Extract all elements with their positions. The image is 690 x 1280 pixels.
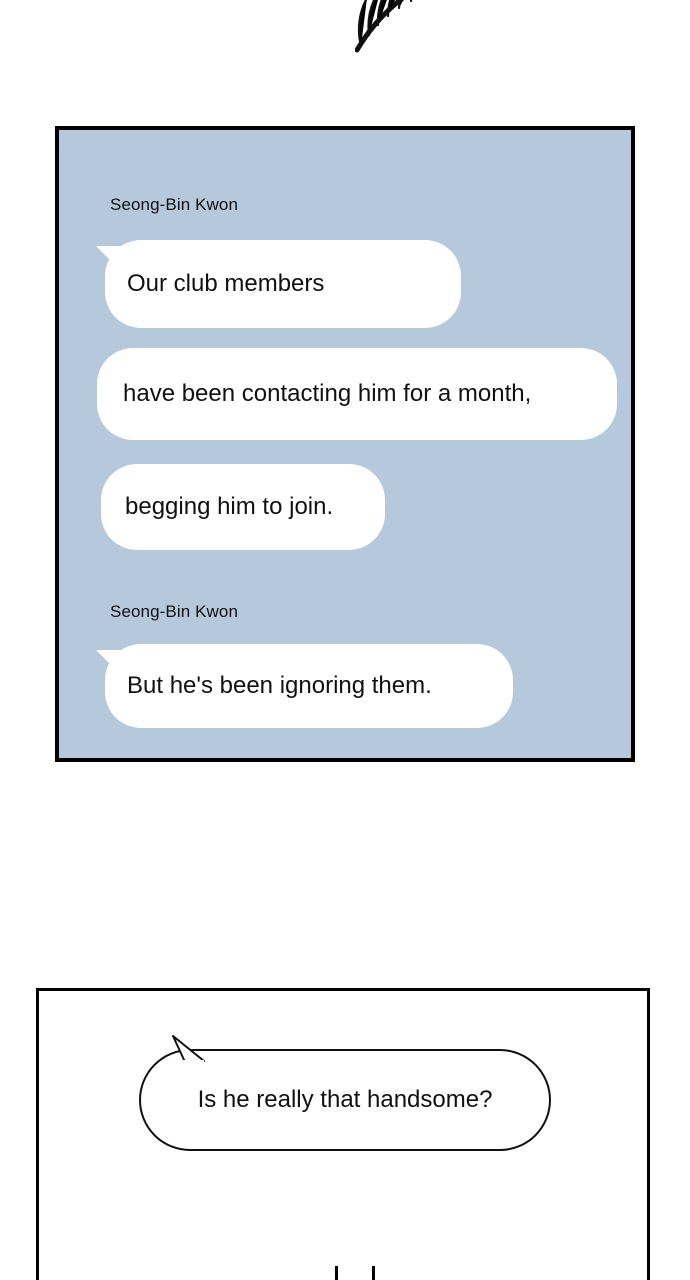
speech-bubble-tail-icon [171, 1035, 205, 1063]
chat-panel [55, 126, 635, 762]
chat-bubble-text: But he's been ignoring them. [127, 671, 432, 699]
speech-bubble-text: Is he really that handsome? [197, 1086, 493, 1113]
chat-bubble [105, 240, 461, 328]
eyelash-artwork [0, 0, 690, 60]
chat-bubble-text: Our club members [127, 269, 325, 297]
panel-detail [335, 1266, 375, 1280]
speech-bubble [139, 1049, 551, 1151]
sender-name: Seong-Bin Kwon [110, 602, 239, 621]
chat-bubble [101, 464, 385, 550]
eyelash-icon [355, 0, 615, 56]
chat-bubble-text: begging him to join. [125, 492, 334, 520]
sender-name: Seong-Bin Kwon [110, 195, 239, 214]
chat-bubble [97, 348, 617, 440]
chat-bubble [105, 644, 513, 728]
chat-bubble-text: have been contacting him for a month, [123, 379, 532, 407]
lower-comic-panel [36, 988, 650, 1280]
